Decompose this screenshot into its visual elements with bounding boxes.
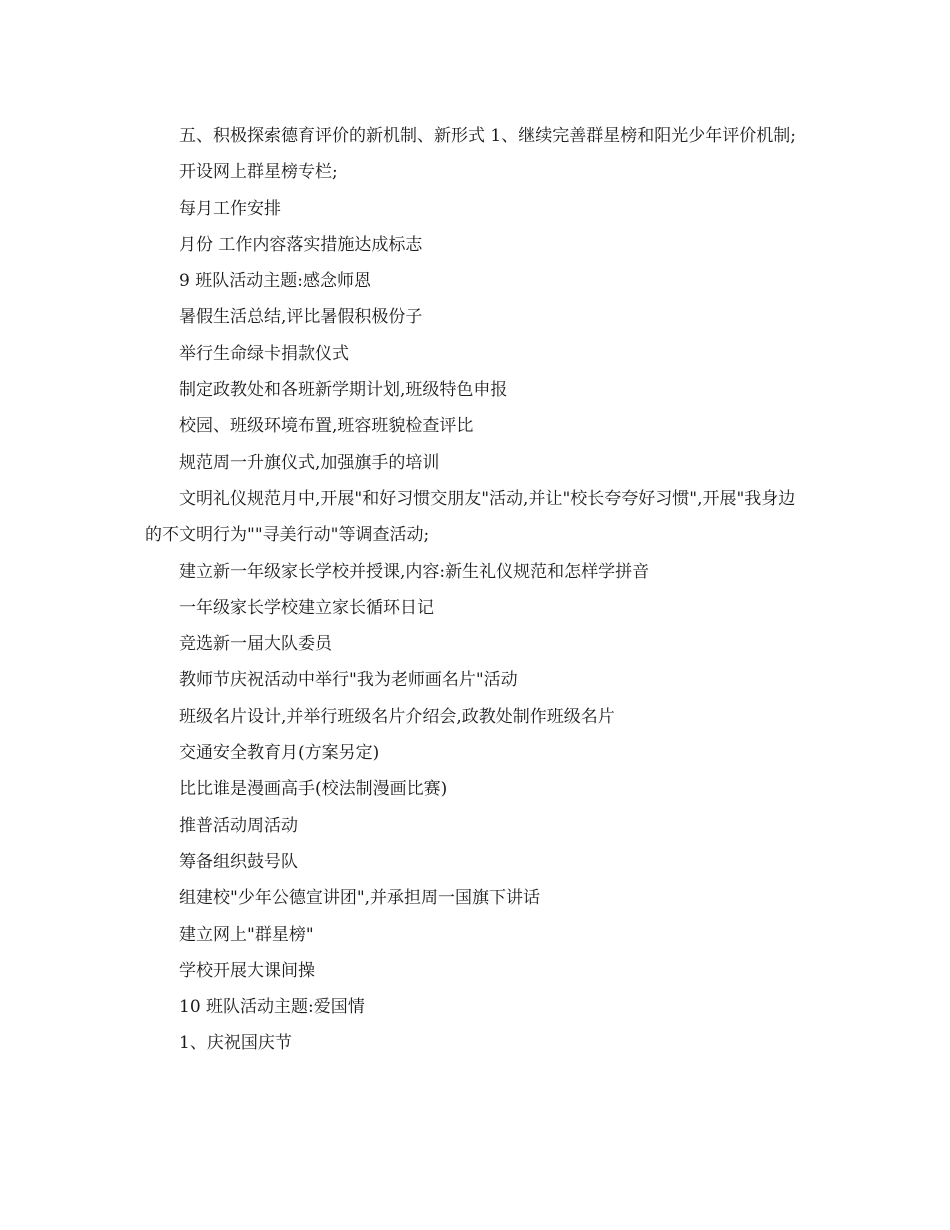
- section-heading-evaluation: 五、积极探索德育评价的新机制、新形式 1、继续完善群星榜和阳光少年评价机制;: [179, 126, 796, 146]
- paragraph: 班级名片设计,并举行班级名片介绍会,政教处制作班级名片: [179, 706, 615, 727]
- paragraph: 学校开展大课间操: [179, 960, 315, 981]
- paragraph: 建立网上"群星榜": [179, 924, 314, 945]
- paragraph: 规范周一升旗仪式,加强旗手的培训: [179, 452, 440, 473]
- table-header-line: 月份 工作内容落实措施达成标志: [179, 234, 423, 255]
- paragraph: 举行生命绿卡捐款仪式: [179, 343, 349, 364]
- document-body: [145, 118, 805, 1062]
- paragraph: 交通安全教育月(方案另定): [179, 743, 380, 764]
- paragraph: 推普活动周活动: [179, 815, 298, 836]
- paragraph: 竞选新一届大队委员: [179, 634, 332, 655]
- paragraph: 建立新一年级家长学校并授课,内容:新生礼仪规范和怎样学拼音: [179, 561, 650, 582]
- paragraph: 校园、班级环境布置,班容班貌检查评比: [179, 416, 474, 437]
- month-theme-line: 10 班队活动主题:爱国情: [179, 997, 365, 1018]
- paragraph: 1、庆祝国庆节: [179, 1033, 292, 1054]
- paragraph: 制定政教处和各班新学期计划,班级特色申报: [179, 380, 508, 401]
- subheading-monthly-plan: 每月工作安排: [179, 198, 281, 219]
- paragraph: 开设网上群星榜专栏;: [179, 162, 338, 183]
- paragraph: 文明礼仪规范月中,开展"和好习惯交朋友"活动,并让"校长夸夸好习惯",开展"我身边的不文明行为""寻美行动"等调查活动;: [145, 488, 796, 546]
- paragraph: 比比谁是漫画高手(校法制漫画比赛): [179, 779, 448, 800]
- paragraph: 组建校"少年公德宣讲团",并承担周一国旗下讲话: [179, 888, 541, 909]
- paragraph: 暑假生活总结,评比暑假积极份子: [179, 307, 423, 328]
- paragraph: 筹备组织鼓号队: [179, 851, 298, 872]
- month-theme-line: 9 班队活动主题:感念师恩: [179, 271, 371, 292]
- paragraph: 一年级家长学校建立家长循环日记: [179, 597, 434, 618]
- paragraph: 教师节庆祝活动中举行"我为老师画名片"活动: [179, 670, 518, 691]
